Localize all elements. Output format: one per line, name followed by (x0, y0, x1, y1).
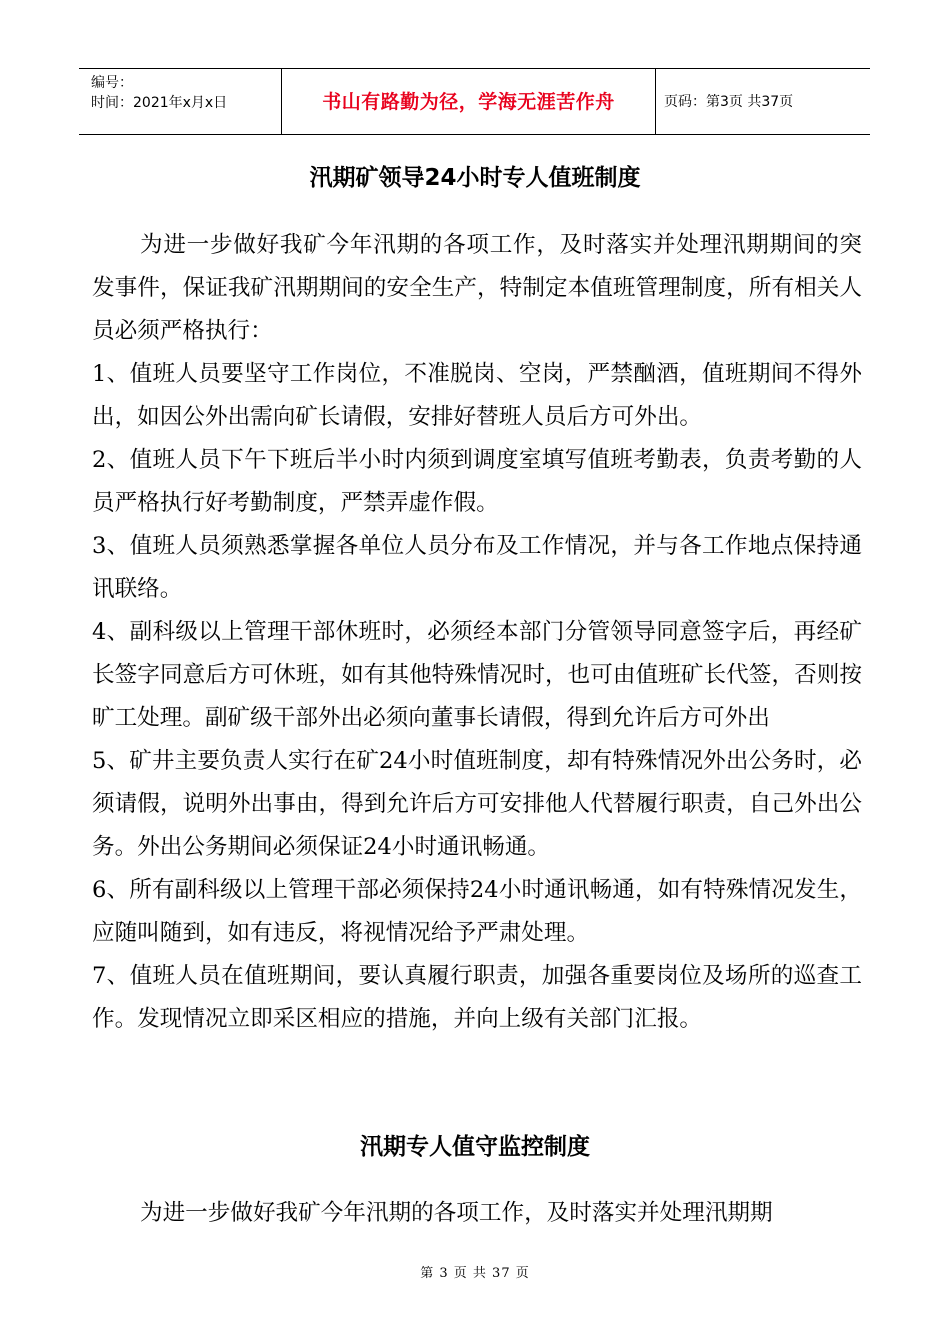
header-page-number: 页码：第3页 共37页 (664, 93, 794, 110)
section1-item: 7、值班人员在值班期间，要认真履行职责，加强各重要岗位及场所的巡查工作。发现情况立即采区相应的措施，并向上级有关部门汇报。 (92, 963, 862, 1032)
section2-intro: 为进一步做好我矿今年汛期的各项工作，及时落实并处理汛期期 (140, 1200, 773, 1226)
section2-title: 汛期专人值守监控制度 (360, 1134, 590, 1160)
section1-item: 5、矿井主要负责人实行在矿24小时值班制度，却有特殊情况外出公务时，必须请假，说明外出事由，得到允许后方可安排他人代替履行职责，自己外出公务。外出公务期间必须保证24小时通讯畅通。 (92, 748, 862, 860)
section1-item: 2、值班人员下午下班后半小时内须到调度室填写值班考勤表，负责考勤的人员严格执行好考勤制度，严禁弄虚作假。 (92, 447, 862, 516)
section1-item: 1、值班人员要坚守工作岗位，不准脱岗、空岗，严禁酗酒，值班期间不得外出，如因公外出需向矿长请假，安排好替班人员后方可外出。 (92, 361, 862, 430)
section2-body (92, 1192, 862, 1235)
page-footer: 第 3 页 共 37 页 (420, 1266, 530, 1281)
document-date-label: 时间：2021年x月x日 (91, 95, 228, 111)
section1-intro: 为进一步做好我矿今年汛期的各项工作，及时落实并处理汛期期间的突发事件，保证我矿汛期期间的安全生产，特制定本值班管理制度，所有相关人员必须严格执行： (92, 232, 862, 344)
section1-body (92, 224, 862, 1041)
section1-item: 3、值班人员须熟悉掌握各单位人员分布及工作情况，并与各工作地点保持通讯联络。 (92, 533, 862, 602)
section1-item: 4、副科级以上管理干部休班时，必须经本部门分管领导同意签字后，再经矿长签字同意后方可休班，如有其他特殊情况时，也可由值班矿长代签，否则按旷工处理。副矿级干部外出必须向董事长请假，得到允许后方可外出 (92, 619, 862, 731)
page-header (79, 68, 870, 135)
section1-item: 6、所有副科级以上管理干部必须保持24小时通讯畅通，如有特殊情况发生，应随叫随到，如有违反，将视情况给予严肃处理。 (92, 877, 862, 946)
section1-title: 汛期矿领导24小时专人值班制度 (309, 165, 641, 191)
document-number-label: 编号： (91, 75, 133, 91)
header-motto: 书山有路勤为径，学海无涯苦作舟 (322, 90, 615, 113)
header-meta-cell (79, 69, 282, 134)
header-motto-cell (282, 69, 656, 134)
header-page-cell (656, 69, 870, 134)
